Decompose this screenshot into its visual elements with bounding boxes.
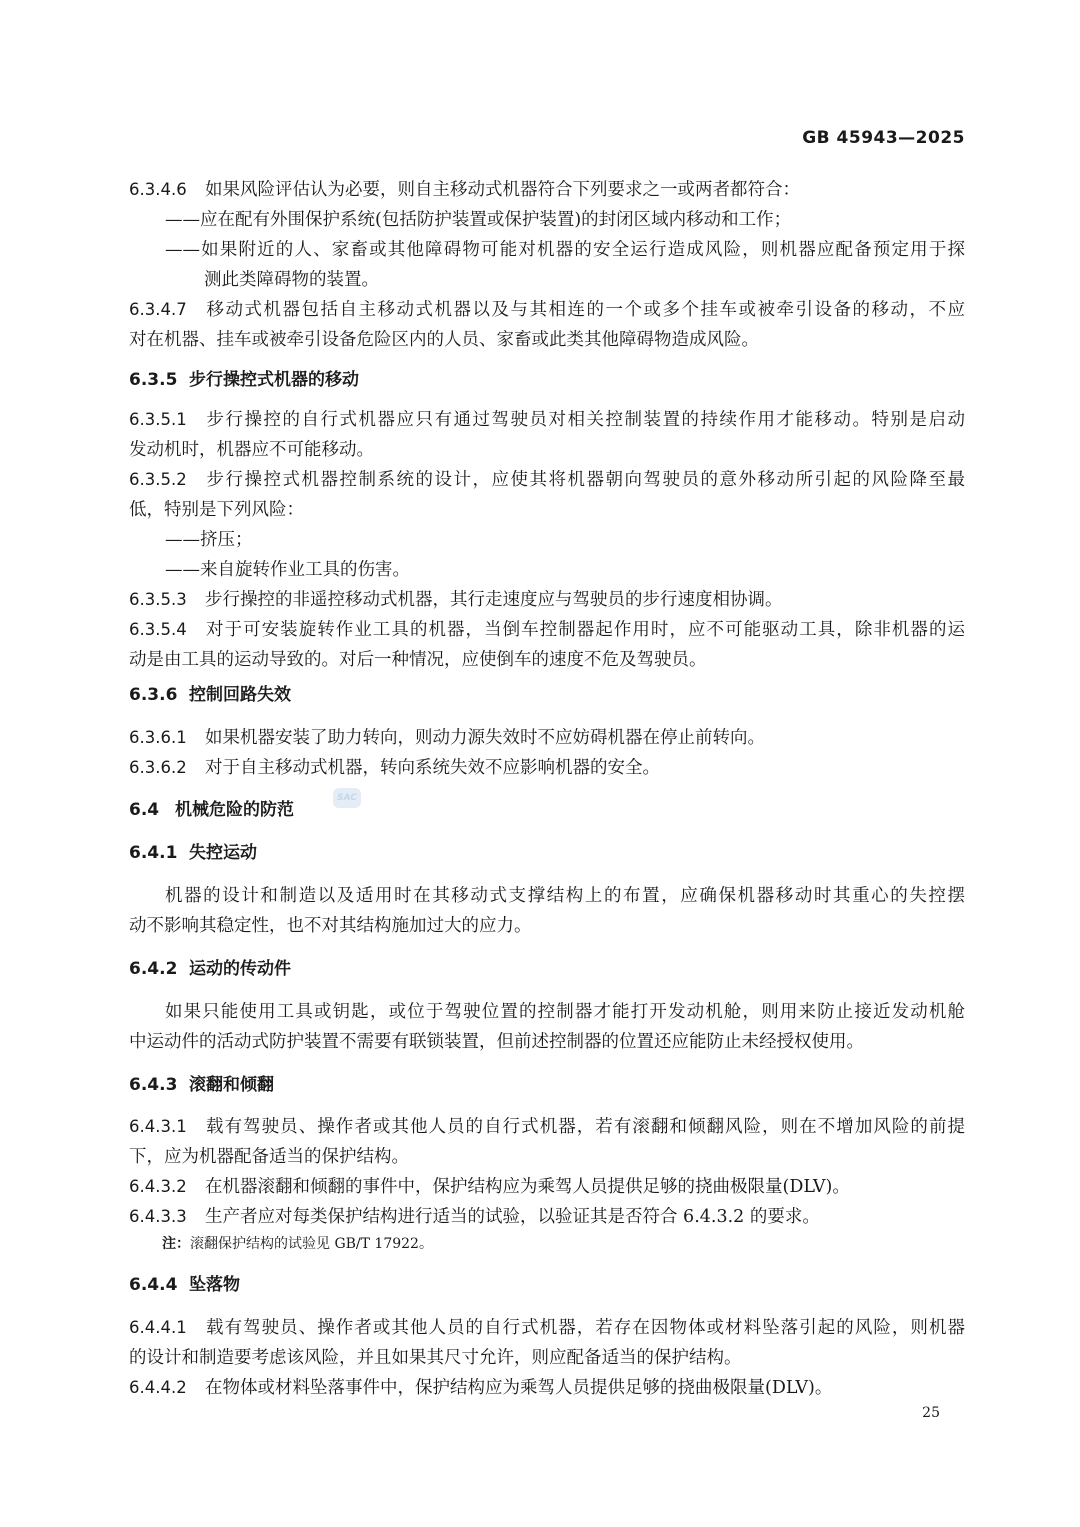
clause-6-4-3-1 [129,1112,965,1142]
clause-text: 移动式机器包括自主移动式机器以及与其相连的一个或多个挂车或被牵引设备的移动，不应 [205,300,965,320]
clause-6-4-3-3 [129,1202,965,1232]
clause-text: 在物体或材料坠落事件中，保护结构应为乘驾人员提供足够的挠曲极限量(DLV)。 [205,1378,833,1398]
heading-number: 6.3.6 [129,685,178,705]
heading-title: 坠落物 [189,1275,240,1295]
clause-6-3-5-3 [129,585,965,615]
heading-title: 失控运动 [189,843,257,863]
note-text: 滚翻保护结构的试验见 GB/T 17922。 [190,1236,433,1252]
clause-text: 如果风险评估认为必要，则自主移动式机器符合下列要求之一或两者都符合： [205,180,800,200]
heading-title: 运动的传动件 [189,959,291,979]
section-heading-6-4-3 [129,1070,274,1100]
clause-text: 对于可安装旋转作业工具的机器，当倒车控制器起作用时，应不可能驱动工具，除非机器的运 [205,620,965,640]
paragraph-continuation: 动不影响其稳定性，也不对其结构施加过大的应力。 [129,916,532,936]
heading-number: 6.3.5 [129,370,178,390]
clause-text-continuation: 低，特别是下列风险： [129,500,304,520]
section-heading-6-4 [129,795,294,825]
clause-number: 6.4.4.1 [129,1318,187,1337]
clause-6-3-6-2 [129,753,965,783]
list-item: ——应在配有外围保护系统(包括防护装置或保护装置)的封闭区域内移动和工作； [165,210,792,230]
clause-6-3-5-1 [129,405,965,435]
clause-6-3-4-6 [129,175,965,205]
paragraph-continuation: 中运动件的活动式防护装置不需要有联锁装置，但前述控制器的位置还应能防止未经授权使用。 [129,1032,864,1052]
section-heading-6-4-4 [129,1270,240,1300]
note [162,1232,433,1256]
section-heading-6-3-5 [129,365,359,395]
paragraph-6-4-2: 如果只能使用工具或钥匙，或位于驾驶位置的控制器才能打开发动机舱，则用来防止接近发动机舱 [165,1002,965,1022]
clause-number: 6.3.4.7 [129,300,187,319]
clause-number: 6.3.5.3 [129,590,187,609]
clause-number: 6.3.6.2 [129,758,187,777]
clause-text: 步行操控的自行式机器应只有通过驾驶员对相关控制装置的持续作用才能移动。特别是启动 [205,410,965,430]
heading-number: 6.4.4 [129,1275,178,1295]
heading-title: 步行操控式机器的移动 [189,370,359,390]
clause-text-continuation: 的设计和制造要考虑该风险，并且如果其尺寸允许，则应配备适当的保护结构。 [129,1348,742,1368]
clause-number: 6.3.4.6 [129,180,187,199]
document-id: GB 45943—2025 [802,128,965,148]
list-item: ——挤压； [165,530,253,550]
clause-text: 在机器滚翻和倾翻的事件中，保护结构应为乘驾人员提供足够的挠曲极限量(DLV)。 [205,1177,850,1197]
clause-number: 6.3.5.2 [129,470,187,489]
clause-text: 如果机器安装了助力转向，则动力源失效时不应妨碍机器在停止前转向。 [205,728,765,748]
clause-text: 步行操控的非遥控移动式机器，其行走速度应与驾驶员的步行速度相协调。 [205,590,783,610]
clause-6-4-3-2 [129,1172,965,1202]
clause-number: 6.4.4.2 [129,1378,187,1397]
heading-title: 滚翻和倾翻 [189,1075,274,1095]
clause-text: 载有驾驶员、操作者或其他人员的自行式机器，若有滚翻和倾翻风险，则在不增加风险的前提 [205,1117,965,1137]
clause-text-continuation: 下，应为机器配备适当的保护结构。 [129,1147,409,1167]
paragraph-6-4-1: 机器的设计和制造以及适用时在其移动式支撑结构上的布置，应确保机器移动时其重心的失控摆 [165,886,965,906]
heading-title: 控制回路失效 [189,685,291,705]
heading-number: 6.4.1 [129,843,178,863]
clause-6-4-4-1 [129,1313,965,1343]
clause-text: 生产者应对每类保护结构进行适当的试验，以验证其是否符合 6.4.3.2 的要求。 [205,1207,820,1227]
clause-number: 6.3.5.4 [129,620,187,639]
clause-6-3-6-1 [129,723,965,753]
list-item: ——来自旋转作业工具的伤害。 [165,560,410,580]
clause-6-3-4-7 [129,295,965,325]
clause-number: 6.4.3.3 [129,1207,187,1226]
clause-number: 6.3.5.1 [129,410,187,429]
section-heading-6-3-6 [129,680,291,710]
clause-number: 6.4.3.2 [129,1177,187,1196]
clause-text: 载有驾驶员、操作者或其他人员的自行式机器，若存在因物体或材料坠落引起的风险，则机器 [205,1318,965,1338]
heading-number: 6.4.3 [129,1075,178,1095]
list-item: ——如果附近的人、家畜或其他障碍物可能对机器的安全运行造成风险，则机器应配备预定用于探 [165,240,965,260]
clause-text: 对于自主移动式机器，转向系统失效不应影响机器的安全。 [205,758,660,778]
clause-6-4-4-2 [129,1373,965,1403]
clause-number: 6.4.3.1 [129,1117,187,1136]
clause-text-continuation: 动是由工具的运动导致的。对后一种情况，应使倒车的速度不危及驾驶员。 [129,650,707,670]
note-label: 注： [162,1236,190,1252]
clause-6-3-5-4 [129,615,965,645]
heading-number: 6.4 [129,800,160,820]
list-item-continuation: 测此类障碍物的装置。 [204,270,379,290]
clause-text: 步行操控式机器控制系统的设计，应使其将机器朝向驾驶员的意外移动所引起的风险降至最 [205,470,965,490]
heading-number: 6.4.2 [129,959,178,979]
clause-number: 6.3.6.1 [129,728,187,747]
sac-watermark-logo: SAC [333,788,361,808]
heading-title: 机械危险的防范 [175,800,294,820]
section-heading-6-4-2 [129,954,291,984]
clause-text-continuation: 对在机器、挂车或被牵引设备危险区内的人员、家畜或此类其他障碍物造成风险。 [129,330,759,350]
clause-text-continuation: 发动机时，机器应不可能移动。 [129,440,374,460]
clause-6-3-5-2 [129,465,965,495]
page-number: 25 [922,1405,940,1421]
section-heading-6-4-1 [129,838,257,868]
